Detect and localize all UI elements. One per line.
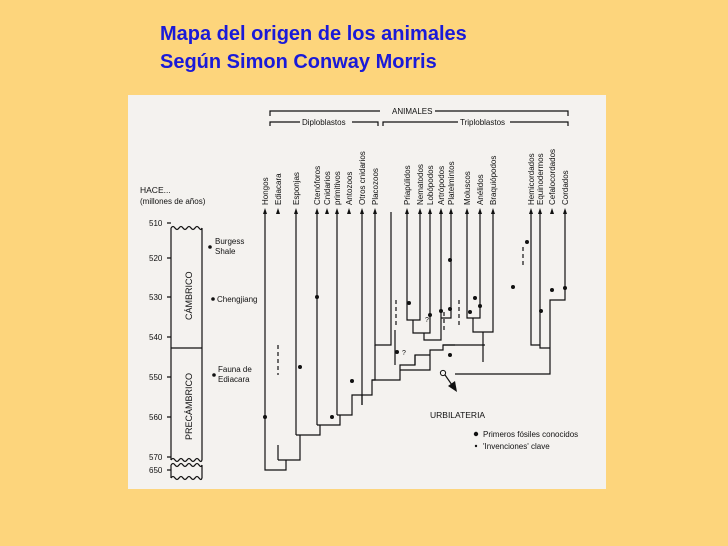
fossil-dots: [263, 240, 567, 419]
group-triploblastos: Triploblastos: [460, 118, 506, 127]
taxon-label: Ediacara: [274, 173, 283, 205]
taxon-arrow: [347, 208, 351, 214]
taxon-label: Placozoos: [371, 168, 380, 205]
taxon-label: Moluscos: [463, 171, 472, 205]
axis-ticks: [149, 219, 171, 475]
tick-label: 510: [149, 219, 163, 228]
taxon-label: Nematodos: [416, 164, 425, 205]
urbilateria-label: URBILATERIA: [430, 410, 486, 420]
group-brackets: [270, 107, 568, 127]
taxon-label: Anélidos: [476, 174, 485, 205]
axis-title: HACE...: [140, 185, 171, 195]
group-diploblastos: Diploblastos: [302, 118, 346, 127]
taxon-label: Platelmintos: [447, 161, 456, 205]
taxon-label: Hemicordados: [527, 153, 536, 205]
site-ediacara-2: Ediacara: [218, 375, 250, 384]
site-chengjiang: Chengjiang: [217, 295, 258, 304]
axis-subtitle: (millones de años): [140, 197, 206, 206]
taxon-label: Cnidarios: [323, 171, 332, 205]
taxon-label: primitivos: [333, 171, 342, 205]
period-cambrico: CÁMBRICO: [184, 271, 194, 320]
phylogeny-svg: [128, 95, 606, 489]
tick-label: 560: [149, 413, 163, 422]
legend: [474, 430, 578, 451]
taxon-arrow: [325, 208, 329, 214]
slide-title: Mapa del origen de los animales: [160, 23, 467, 45]
tick-label: 520: [149, 254, 163, 263]
phylogeny-diagram: [128, 95, 606, 489]
taxon-label: Cordados: [561, 170, 570, 205]
question-mark: ?: [425, 317, 429, 324]
period-precambrico: PRECÁMBRICO: [184, 372, 194, 440]
tick-label: 550: [149, 373, 163, 382]
taxon-label: Artrópodos: [437, 165, 446, 205]
taxon-label: Ctenóforos: [313, 165, 322, 205]
tick-label: 540: [149, 333, 163, 342]
taxon-arrow: [276, 208, 280, 214]
site-burgess-2: Shale: [215, 247, 236, 256]
taxon-label: Antozoos: [345, 171, 354, 205]
taxon-arrow: [550, 208, 554, 214]
taxon-label: Braquiópodos: [489, 155, 498, 205]
legend-fossils: Primeros fósiles conocidos: [483, 430, 579, 439]
taxon-label: Cefalocordados: [548, 148, 557, 205]
fossil-sites: [208, 237, 257, 384]
tick-label: 530: [149, 293, 163, 302]
tick-label: 570: [149, 453, 163, 462]
site-ediacara: Fauna de: [218, 365, 252, 374]
taxon-label: Hongos: [261, 177, 270, 205]
site-burgess: Burgess: [215, 237, 245, 246]
taxon-label: Priapúlidos: [403, 165, 412, 205]
taxon-label: Otros cnidarios: [358, 151, 367, 205]
taxon-label: Esponjas: [292, 172, 301, 205]
group-animales: ANIMALES: [392, 107, 433, 116]
taxon-label: Equinodermos: [536, 153, 545, 205]
question-mark: ?: [402, 350, 406, 357]
legend-inventions: 'Invenciones' clave: [483, 442, 550, 451]
stratigraphic-column: [171, 227, 202, 480]
taxa-labels: [261, 149, 570, 214]
taxon-label: Lobópodos: [426, 165, 435, 205]
slide-subtitle: Según Simon Conway Morris: [160, 51, 437, 73]
tick-label: 650: [149, 466, 163, 475]
